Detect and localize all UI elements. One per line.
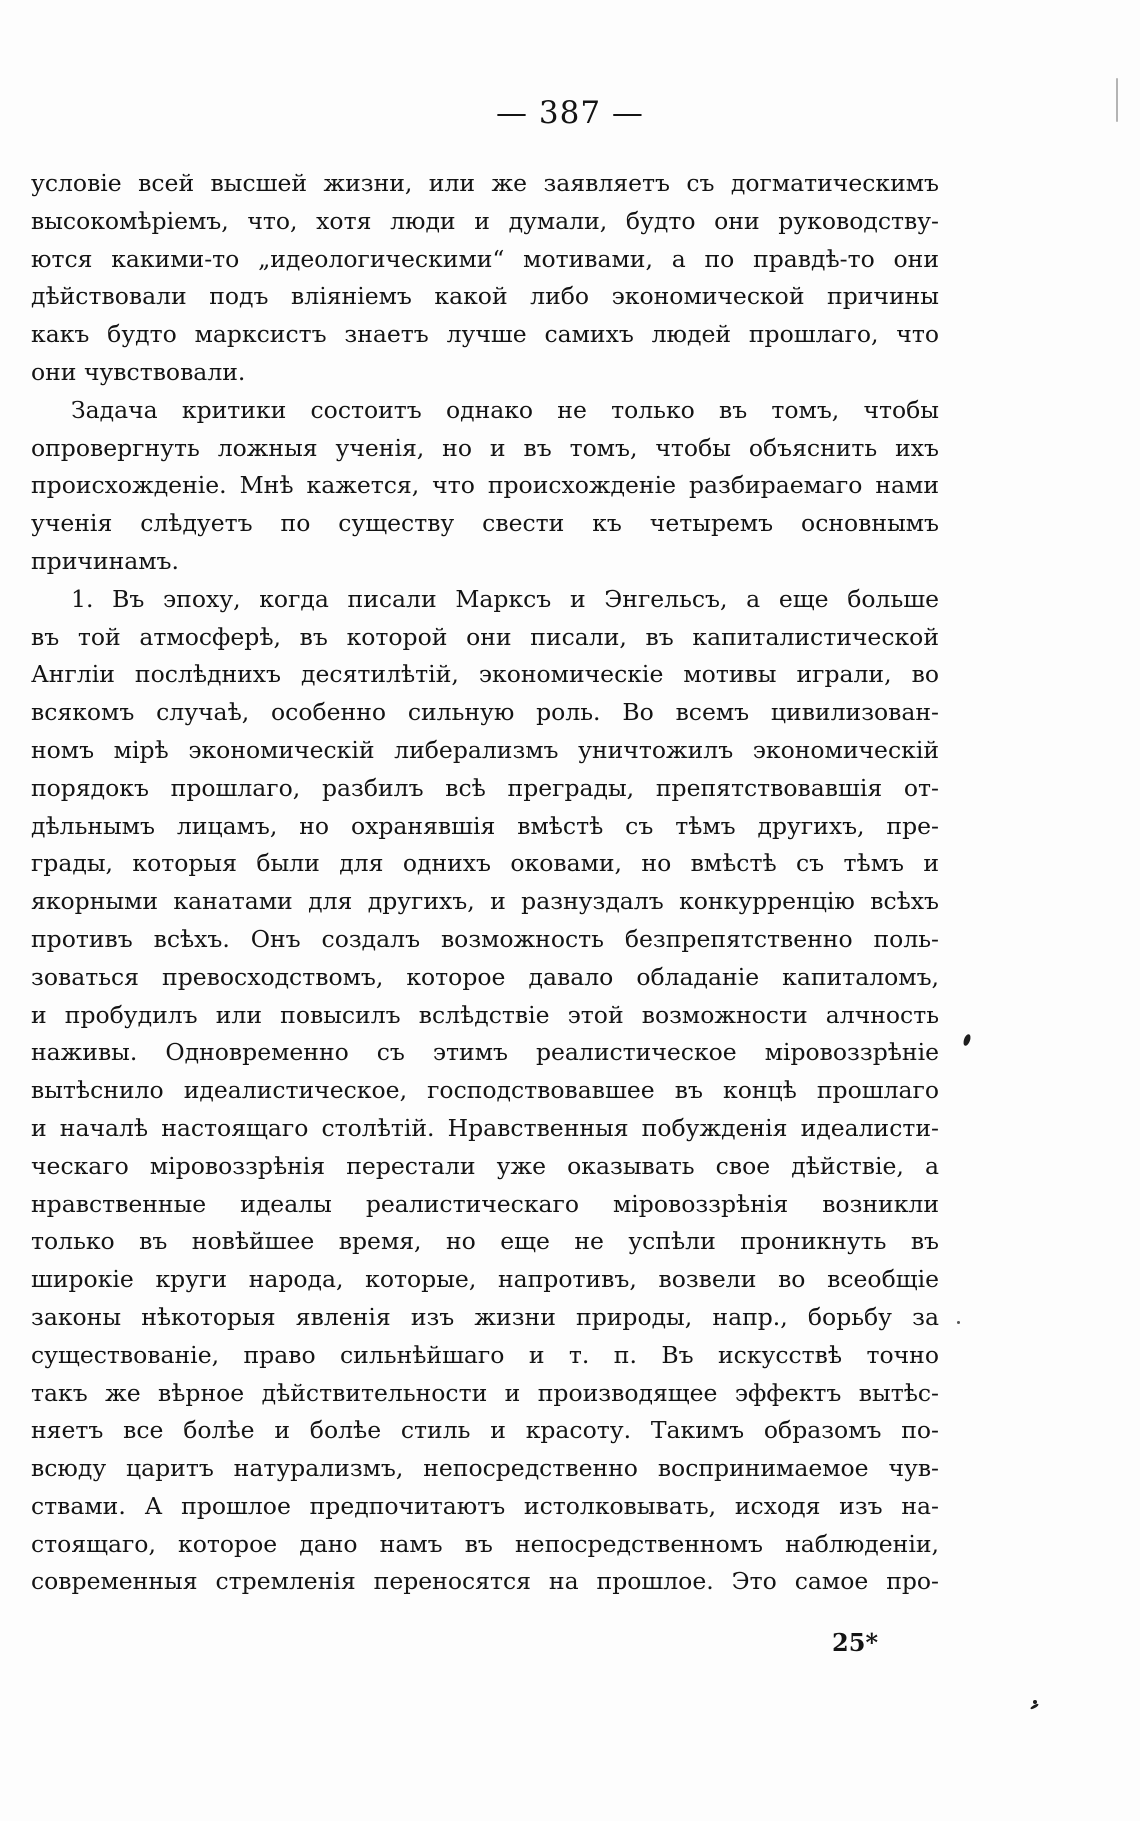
text-line: ствами. А прошлое предпочитаютъ истолковывать, исходя изъ на- bbox=[31, 1491, 939, 1520]
text-line: якорными канатами для другихъ, и разнуздалъ конкурренцію всѣхъ bbox=[31, 887, 939, 916]
text-line: законы нѣкоторыя явленія изъ жизни природы, напр., борьбу за bbox=[31, 1302, 939, 1331]
page-number: — 387 — bbox=[496, 95, 644, 131]
ink-speck bbox=[1030, 1703, 1039, 1710]
text-line: и пробудилъ или повысилъ вслѣдствіе этой возможности алчность bbox=[31, 1000, 939, 1029]
text-line: широкіе круги народа, которые, напротивъ, возвели во всеобщіе bbox=[31, 1265, 939, 1294]
text-line: происхожденіе. Мнѣ кажется, что происхожденіе разбираемаго нами bbox=[31, 471, 939, 500]
text-line: противъ всѣхъ. Онъ создалъ возможность безпрепятственно поль- bbox=[31, 924, 939, 953]
text-line: ются какими-то „идеологическими“ мотивами, а по правдѣ-то они bbox=[31, 244, 939, 273]
text-line: всякомъ случаѣ, особенно сильную роль. Во всемъ цивилизован- bbox=[31, 698, 939, 727]
text-line: такъ же вѣрное дѣйствительности и производящее эффектъ вытѣс- bbox=[31, 1378, 939, 1407]
text-line: и началѣ настоящаго столѣтій. Нравственныя побужденія идеалисти- bbox=[31, 1113, 939, 1142]
text-line: номъ мірѣ экономическій либерализмъ уничтожилъ экономическій bbox=[31, 735, 939, 764]
text-line: стоящаго, которое дано намъ въ непосредственномъ наблюденіи, bbox=[31, 1529, 939, 1558]
ink-speck bbox=[962, 1033, 972, 1046]
signature-mark: 25* bbox=[832, 1628, 878, 1657]
text-line: дѣльнымъ лицамъ, но охранявшія вмѣстѣ съ тѣмъ другихъ, пре- bbox=[31, 811, 939, 840]
text-line: они чувствовали. bbox=[31, 357, 246, 386]
text-line: ученія слѣдуетъ по существу свести къ четыремъ основнымъ bbox=[31, 509, 939, 538]
ink-speck bbox=[1033, 1700, 1037, 1704]
text-line: ческаго міровоззрѣнія перестали уже оказывать свое дѣйствіе, а bbox=[31, 1151, 939, 1180]
text-line: нравственные идеалы реалистическаго міровоззрѣнія возникли bbox=[31, 1189, 939, 1218]
text-line: 1. Въ эпоху, когда писали Марксъ и Энгельсъ, а еще больше bbox=[71, 584, 939, 613]
body-text bbox=[31, 165, 939, 1601]
text-line: какъ будто марксистъ знаетъ лучше самихъ людей прошлаго, что bbox=[31, 320, 939, 349]
ink-speck bbox=[957, 1321, 960, 1324]
text-line: дѣйствовали подъ вліяніемъ какой либо экономической причины bbox=[31, 282, 939, 311]
text-line: существованіе, право сильнѣйшаго и т. п. Въ искусствѣ точно bbox=[31, 1340, 939, 1369]
text-line: зоваться превосходствомъ, которое давало обладаніе капиталомъ, bbox=[31, 962, 939, 991]
text-line: няетъ все болѣе и болѣе стиль и красоту. Такимъ образомъ по- bbox=[31, 1416, 939, 1445]
text-line: только въ новѣйшее время, но еще не успѣли проникнуть въ bbox=[31, 1227, 939, 1256]
scan-mark bbox=[1116, 78, 1118, 122]
text-line: современныя стремленія переносятся на прошлое. Это самое про- bbox=[31, 1567, 939, 1596]
text-line: Англіи послѣднихъ десятилѣтій, экономическіе мотивы играли, во bbox=[31, 660, 939, 689]
text-line: наживы. Одновременно съ этимъ реалистическое міровоззрѣніе bbox=[31, 1038, 939, 1067]
text-line: въ той атмосферѣ, въ которой они писали, въ капиталистической bbox=[31, 622, 939, 651]
text-line: порядокъ прошлаго, разбилъ всѣ преграды, препятствовавшія от- bbox=[31, 773, 939, 802]
text-line: причинамъ. bbox=[31, 546, 179, 575]
text-line: Задача критики состоитъ однако не только въ томъ, чтобы bbox=[71, 395, 939, 424]
text-line: грады, которыя были для однихъ оковами, но вмѣстѣ съ тѣмъ и bbox=[31, 849, 939, 878]
text-line: высокомѣріемъ, что, хотя люди и думали, будто они руководству- bbox=[31, 206, 939, 235]
text-line: вытѣснило идеалистическое, господствовавшее въ концѣ прошлаго bbox=[31, 1076, 939, 1105]
text-line: всюду царитъ натурализмъ, непосредственно воспринимаемое чув- bbox=[31, 1454, 939, 1483]
text-line: опровергнуть ложныя ученія, но и въ томъ, чтобы объяснить ихъ bbox=[31, 433, 939, 462]
text-line: условіе всей высшей жизни, или же заявляетъ съ догматическимъ bbox=[31, 169, 939, 197]
